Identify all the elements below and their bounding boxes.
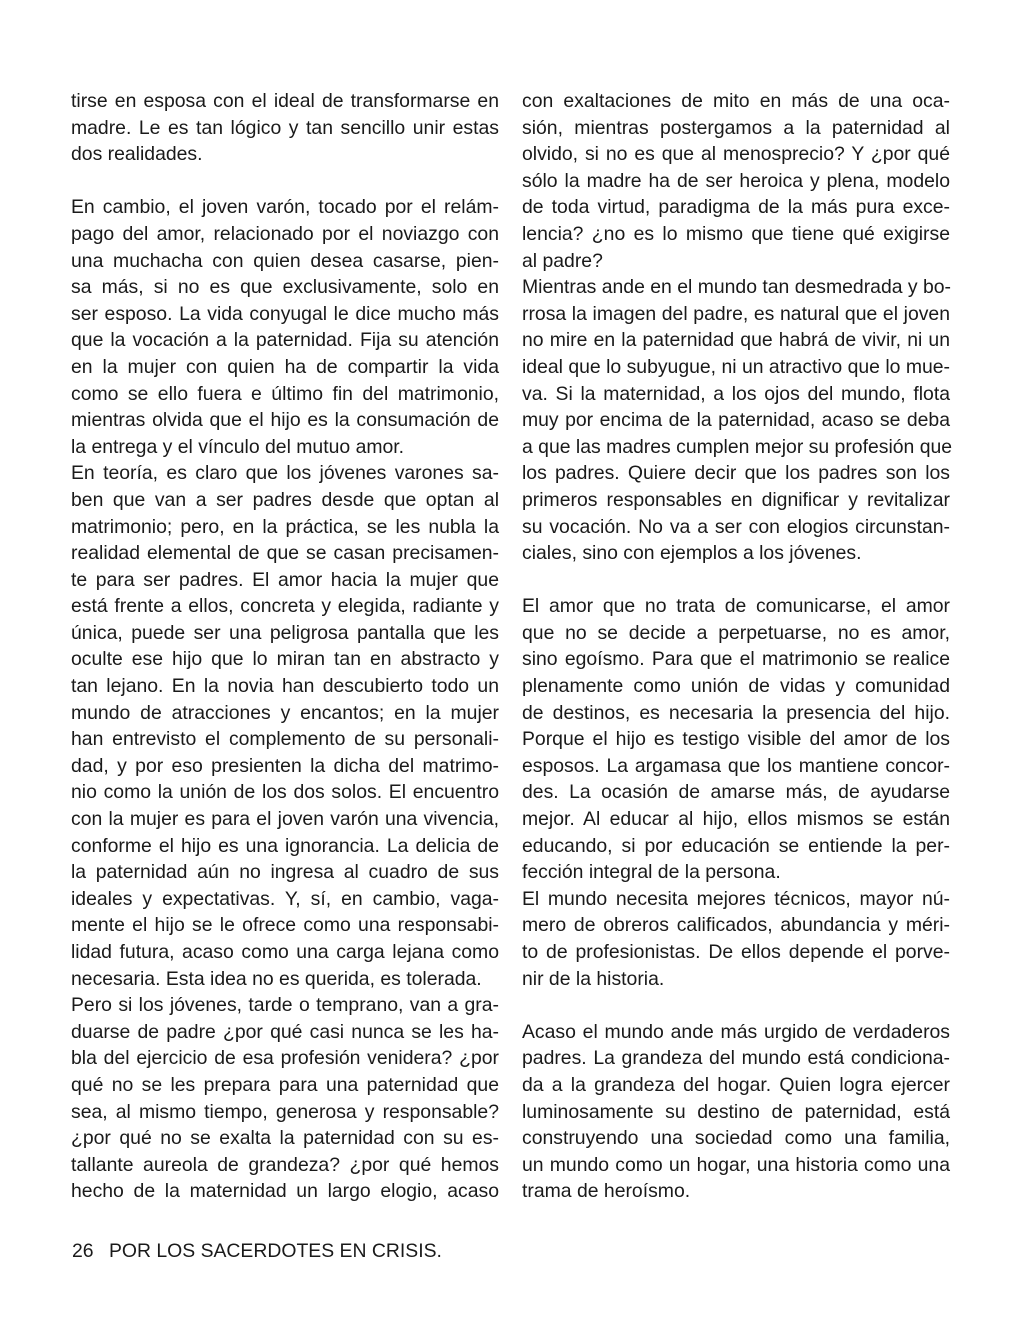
text-line: duarse de padre ¿por qué casi nunca se les ha- bbox=[71, 1020, 499, 1043]
text-line: sino egoísmo. Para que el matrimonio se realice bbox=[522, 648, 950, 671]
text-line: luminosamente su destino de paternidad, está bbox=[522, 1100, 950, 1123]
text-line: ser esposo. La vida conyugal le dice mucho más bbox=[71, 302, 499, 325]
text-line: dad, y por eso presienten la dicha del matrimo- bbox=[71, 754, 499, 777]
text-line: ben que van a ser padres desde que optan al bbox=[71, 488, 499, 511]
text-line: matrimonio; pero, en la práctica, se les nubla la bbox=[71, 515, 499, 538]
text-line: En cambio, el joven varón, tocado por el relám- bbox=[71, 196, 499, 219]
text-line: mente el hijo se le ofrece como una responsabi- bbox=[71, 914, 499, 937]
text-line: sólo la madre ha de ser heroica y plena, modelo bbox=[522, 169, 950, 192]
text-line: madre. Le es tan lógico y tan sencillo unir estas bbox=[71, 116, 499, 139]
text-line: muy por encima de la paternidad, acaso se deba bbox=[522, 409, 950, 432]
text-line: nio como la unión de los dos solos. El encuentro bbox=[71, 781, 499, 804]
text-line: que la vocación a la paternidad. Fija su atención bbox=[71, 329, 499, 352]
text-line: tan lejano. En la novia han descubierto todo un bbox=[71, 675, 499, 698]
text-line: Pero si los jóvenes, tarde o temprano, van a gra- bbox=[71, 994, 499, 1017]
paragraph-gap bbox=[71, 168, 499, 195]
text-line: no mire en la paternidad que habrá de vivir, ni un bbox=[522, 329, 950, 352]
text-line: sión, mientras postergamos a la paternidad al bbox=[522, 116, 950, 139]
text-line: como se ello fuera e último fin del matrimonio, bbox=[71, 382, 499, 405]
text-line: va. Si la maternidad, a los ojos del mundo, flota bbox=[522, 382, 950, 405]
text-line: padres. La grandeza del mundo está condiciona- bbox=[522, 1047, 950, 1070]
text-line: que no se decide a perpetuarse, no es amor, bbox=[522, 621, 950, 644]
text-line: rrosa la imagen del padre, es natural que el joven bbox=[522, 302, 950, 325]
text-line: nir de la historia. bbox=[522, 967, 665, 990]
text-line: una muchacha con quien desea casarse, pien- bbox=[71, 249, 499, 272]
text-line: El amor que no trata de comunicarse, el amor bbox=[522, 595, 950, 618]
text-line: El mundo necesita mejores técnicos, mayor nú- bbox=[522, 887, 950, 910]
text-line: des. La ocasión de amarse más, de ayudarse bbox=[522, 781, 950, 804]
right-text-column bbox=[522, 88, 953, 1205]
text-line: a que las madres cumplen mejor su profesión que bbox=[522, 435, 953, 458]
text-line: bla del ejercicio de esa profesión venidera? ¿por bbox=[71, 1047, 499, 1070]
text-line: primeros responsables en dignificar y revitalizar bbox=[522, 488, 950, 511]
text-line: la entrega y el vínculo del mutuo amor. bbox=[71, 435, 405, 458]
text-line: qué no se les prepara para una paternidad que bbox=[71, 1073, 499, 1096]
text-line: olvido, si no es que al menosprecio? Y ¿por qué bbox=[522, 143, 950, 166]
running-title: POR LOS SACERDOTES EN CRISIS. bbox=[108, 1240, 442, 1262]
page-footer bbox=[72, 1238, 442, 1264]
text-line: con exaltaciones de mito en más de una oca- bbox=[522, 90, 950, 112]
text-line: tallante aureola de grandeza? ¿por qué hemos bbox=[71, 1153, 499, 1176]
text-line: sea, al mismo tiempo, generosa y responsable? bbox=[71, 1100, 499, 1123]
text-line: ideales y expectativas. Y, sí, en cambio, vaga- bbox=[71, 887, 499, 910]
text-line: mejor. Al educar al hijo, ellos mismos se están bbox=[522, 808, 950, 831]
text-line: trama de heroísmo. bbox=[522, 1180, 691, 1203]
text-line: te para ser padres. El amor hacia la mujer que bbox=[71, 568, 499, 591]
text-line: mientras olvida que el hijo es la consumación de bbox=[71, 409, 499, 432]
text-line: conforme el hijo es una ignorancia. La delicia de bbox=[71, 834, 499, 857]
text-line: lencia? ¿no es lo mismo que tiene qué exigirse bbox=[522, 222, 950, 245]
text-line: educando, si por educación se entiende la per- bbox=[522, 834, 950, 857]
text-line: pago del amor, relacionado por el noviazgo con bbox=[71, 222, 499, 245]
text-line: su vocación. No va a ser con elogios circunstan- bbox=[522, 515, 950, 538]
text-line: está frente a ellos, concreta y elegida, radiante y bbox=[71, 595, 499, 618]
text-line: Acaso el mundo ande más urgido de verdaderos bbox=[522, 1020, 950, 1043]
text-line: mundo de atracciones y encantos; en la mujer bbox=[71, 701, 499, 724]
text-line: plenamente como unión de vidas y comunidad bbox=[522, 675, 950, 698]
text-line: la paternidad aún no ingresa al cuadro de sus bbox=[71, 861, 499, 884]
text-line: al padre? bbox=[522, 249, 603, 272]
text-line: han entrevisto el complemento de su personali- bbox=[71, 728, 499, 751]
text-line: realidad elemental de que se casan precisamen- bbox=[71, 542, 499, 565]
text-line: de destinos, es necesaria la presencia del hijo. bbox=[522, 701, 950, 724]
text-line: fección integral de la persona. bbox=[522, 861, 781, 884]
text-line: esposos. La argamasa que los mantiene concor- bbox=[522, 754, 950, 777]
left-text-column bbox=[71, 88, 499, 1205]
text-line: hecho de la maternidad un largo elogio, acaso bbox=[71, 1180, 499, 1203]
text-line: oculte ese hijo que lo miran tan en abstracto y bbox=[71, 648, 499, 671]
text-line: construyendo una sociedad como una familia, bbox=[522, 1127, 950, 1150]
text-line: dos realidades. bbox=[71, 143, 203, 166]
paragraph-gap bbox=[522, 567, 950, 594]
page-number: 26 bbox=[72, 1240, 94, 1262]
text-line: lidad futura, acaso como una carga lejana como bbox=[71, 941, 499, 963]
text-line: necesaria. Esta idea no es querida, es tolerada. bbox=[71, 967, 482, 990]
text-line: un mundo como un hogar, una historia como una bbox=[522, 1153, 950, 1176]
text-line: da a la grandeza del hogar. Quien logra ejercer bbox=[522, 1073, 950, 1096]
text-line: En teoría, es claro que los jóvenes varones sa- bbox=[71, 462, 499, 485]
text-line: única, puede ser una peligrosa pantalla que les bbox=[71, 621, 499, 644]
text-line: Porque el hijo es testigo visible del amor de los bbox=[522, 728, 950, 751]
paragraph-gap bbox=[522, 992, 950, 1019]
text-line: con la mujer es para el joven varón una vivencia, bbox=[71, 808, 499, 831]
text-line: de toda virtud, paradigma de la más pura exce- bbox=[522, 196, 950, 219]
text-line: to de profesionistas. De ellos depende el porve- bbox=[522, 941, 950, 963]
text-line: en la mujer con quien ha de compartir la vida bbox=[71, 355, 499, 378]
text-line: ¿por qué no se exalta la paternidad con su es- bbox=[71, 1127, 499, 1150]
text-line: sa más, si no es que exclusivamente, solo en bbox=[71, 276, 499, 299]
text-line: ciales, sino con ejemplos a los jóvenes. bbox=[522, 542, 862, 565]
text-line: ideal que lo subyugue, ni un atractivo que lo mue- bbox=[522, 355, 950, 378]
text-line: tirse en esposa con el ideal de transformarse en bbox=[71, 90, 499, 112]
text-line: Mientras ande en el mundo tan desmedrada y bo- bbox=[522, 276, 952, 299]
text-line: los padres. Quiere decir que los padres son los bbox=[522, 462, 950, 485]
text-line: mero de obreros calificados, abundancia y méri- bbox=[522, 914, 950, 937]
